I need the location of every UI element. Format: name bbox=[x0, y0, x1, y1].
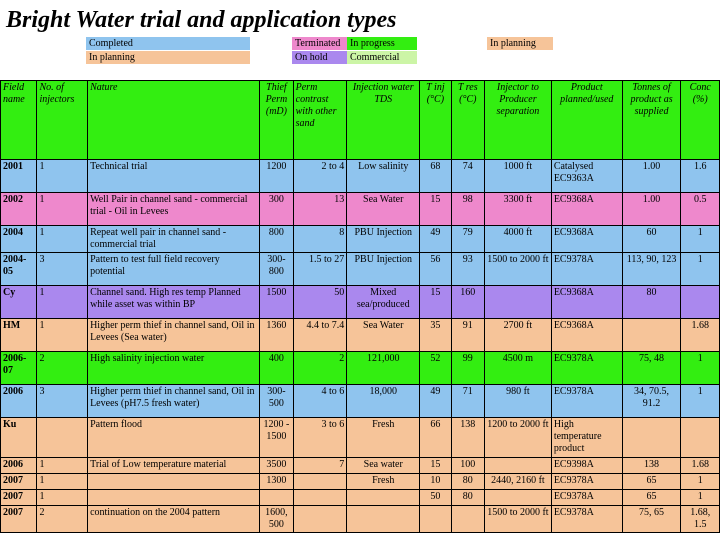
cell-tres: 74 bbox=[451, 160, 484, 193]
cell-perm: 1300 bbox=[260, 474, 293, 490]
cell-contrast: 4.4 to 7.4 bbox=[293, 319, 347, 352]
header-nature: Nature bbox=[88, 81, 260, 160]
header-tinj: T inj (°C) bbox=[420, 81, 451, 160]
cell-inj: 3 bbox=[37, 253, 88, 286]
cell-tinj: 15 bbox=[420, 193, 451, 226]
header-tds: Injection water TDS bbox=[347, 81, 420, 160]
table-row bbox=[1, 319, 720, 352]
cell-perm: 1500 bbox=[260, 286, 293, 319]
cell-product: EC9378A bbox=[551, 490, 622, 506]
cell-sep: 1200 to 2000 ft bbox=[484, 418, 551, 458]
cell-nature: High salinity injection water bbox=[88, 352, 260, 385]
cell-tinj: 10 bbox=[420, 474, 451, 490]
cell-conc: 1.68 bbox=[681, 458, 720, 474]
cell-product: Catalysed EC9363A bbox=[551, 160, 622, 193]
table-row bbox=[1, 474, 720, 490]
cell-inj: 2 bbox=[37, 506, 88, 533]
cell-inj: 1 bbox=[37, 226, 88, 253]
cell-tds: PBU Injection bbox=[347, 226, 420, 253]
cell-sep bbox=[484, 458, 551, 474]
header-tres: T res (°C) bbox=[451, 81, 484, 160]
cell-perm: 300 bbox=[260, 193, 293, 226]
cell-contrast: 2 bbox=[293, 352, 347, 385]
cell-sep: 3300 ft bbox=[484, 193, 551, 226]
header-tonnes: Tonnes of product as supplied bbox=[622, 81, 681, 160]
cell-contrast: 50 bbox=[293, 286, 347, 319]
cell-inj: 1 bbox=[37, 474, 88, 490]
cell-field: 2002 bbox=[1, 193, 37, 226]
cell-nature: Pattern to test full field recovery potential bbox=[88, 253, 260, 286]
header-perm: Thief Perm (mD) bbox=[260, 81, 293, 160]
cell-tinj: 68 bbox=[420, 160, 451, 193]
cell-product: EC9378A bbox=[551, 352, 622, 385]
cell-tinj: 50 bbox=[420, 490, 451, 506]
cell-field: 2007 bbox=[1, 474, 37, 490]
cell-product: EC9368A bbox=[551, 319, 622, 352]
cell-tinj: 49 bbox=[420, 226, 451, 253]
cell-tres: 98 bbox=[451, 193, 484, 226]
table-row bbox=[1, 352, 720, 385]
cell-perm: 1360 bbox=[260, 319, 293, 352]
cell-sep: 2700 ft bbox=[484, 319, 551, 352]
cell-tonnes: 138 bbox=[622, 458, 681, 474]
cell-conc: 1 bbox=[681, 490, 720, 506]
cell-conc: 0.5 bbox=[681, 193, 720, 226]
cell-tres: 93 bbox=[451, 253, 484, 286]
cell-conc: 1 bbox=[681, 253, 720, 286]
cell-sep: 2440, 2160 ft bbox=[484, 474, 551, 490]
cell-contrast: 4 to 6 bbox=[293, 385, 347, 418]
cell-perm: 300-800 bbox=[260, 253, 293, 286]
table-row bbox=[1, 458, 720, 474]
cell-perm: 1200 bbox=[260, 160, 293, 193]
cell-contrast: 7 bbox=[293, 458, 347, 474]
cell-tinj bbox=[420, 506, 451, 533]
cell-tres bbox=[451, 506, 484, 533]
cell-field: 2006-07 bbox=[1, 352, 37, 385]
cell-contrast: 2 to 4 bbox=[293, 160, 347, 193]
cell-nature: Repeat well pair in channel sand - commercial trial bbox=[88, 226, 260, 253]
cell-conc: 1.68 bbox=[681, 319, 720, 352]
table-row bbox=[1, 160, 720, 193]
table-row bbox=[1, 418, 720, 458]
cell-contrast: 13 bbox=[293, 193, 347, 226]
cell-tds: 121,000 bbox=[347, 352, 420, 385]
cell-product: EC9368A bbox=[551, 193, 622, 226]
cell-tinj: 35 bbox=[420, 319, 451, 352]
cell-tonnes: 34, 70.5, 91.2 bbox=[622, 385, 681, 418]
cell-perm bbox=[260, 490, 293, 506]
cell-perm: 400 bbox=[260, 352, 293, 385]
cell-sep: 1500 to 2000 ft bbox=[484, 253, 551, 286]
cell-field: 2007 bbox=[1, 506, 37, 533]
cell-nature: Higher perm thief in channel sand, Oil in Levees (Sea water) bbox=[88, 319, 260, 352]
cell-tres: 138 bbox=[451, 418, 484, 458]
header-conc: Conc (%) bbox=[681, 81, 720, 160]
cell-nature bbox=[88, 474, 260, 490]
legend-on-hold: On hold bbox=[292, 51, 347, 64]
header-field: Field name bbox=[1, 81, 37, 160]
cell-inj: 1 bbox=[37, 458, 88, 474]
cell-product: EC9378A bbox=[551, 474, 622, 490]
cell-contrast bbox=[293, 506, 347, 533]
cell-tonnes: 1.00 bbox=[622, 160, 681, 193]
cell-field: 2004 bbox=[1, 226, 37, 253]
cell-conc: 1 bbox=[681, 474, 720, 490]
cell-inj bbox=[37, 418, 88, 458]
cell-tres: 71 bbox=[451, 385, 484, 418]
cell-sep bbox=[484, 286, 551, 319]
cell-tonnes: 75, 65 bbox=[622, 506, 681, 533]
cell-product: EC9398A bbox=[551, 458, 622, 474]
cell-tres: 91 bbox=[451, 319, 484, 352]
cell-field: 2006 bbox=[1, 385, 37, 418]
trial-table bbox=[0, 80, 720, 533]
cell-nature: Technical trial bbox=[88, 160, 260, 193]
cell-sep: 1000 ft bbox=[484, 160, 551, 193]
cell-inj: 1 bbox=[37, 286, 88, 319]
cell-perm: 3500 bbox=[260, 458, 293, 474]
legend-completed: Completed bbox=[86, 37, 250, 50]
cell-nature: Channel sand. High res temp Planned while asset was within BP bbox=[88, 286, 260, 319]
cell-inj: 1 bbox=[37, 319, 88, 352]
cell-contrast: 1.5 to 27 bbox=[293, 253, 347, 286]
table-row bbox=[1, 506, 720, 533]
cell-nature: Well Pair in channel sand - commercial trial - Oil in Levees bbox=[88, 193, 260, 226]
cell-field: 2004-05 bbox=[1, 253, 37, 286]
cell-tinj: 15 bbox=[420, 458, 451, 474]
cell-conc: 1 bbox=[681, 352, 720, 385]
cell-tonnes bbox=[622, 418, 681, 458]
cell-nature: Trial of Low temperature material bbox=[88, 458, 260, 474]
cell-tds: Fresh bbox=[347, 474, 420, 490]
cell-contrast bbox=[293, 490, 347, 506]
cell-sep: 1500 to 2000 ft bbox=[484, 506, 551, 533]
cell-perm: 300-500 bbox=[260, 385, 293, 418]
cell-tres: 79 bbox=[451, 226, 484, 253]
cell-tonnes: 113, 90, 123 bbox=[622, 253, 681, 286]
cell-tonnes: 1.00 bbox=[622, 193, 681, 226]
cell-conc: 1 bbox=[681, 226, 720, 253]
cell-tonnes bbox=[622, 319, 681, 352]
cell-sep: 980 ft bbox=[484, 385, 551, 418]
cell-tres: 99 bbox=[451, 352, 484, 385]
cell-tds: Sea Water bbox=[347, 319, 420, 352]
table-row bbox=[1, 385, 720, 418]
cell-inj: 3 bbox=[37, 385, 88, 418]
cell-tinj: 66 bbox=[420, 418, 451, 458]
cell-tds: 18,000 bbox=[347, 385, 420, 418]
legend-terminated: Terminated bbox=[292, 37, 347, 50]
cell-field: Ku bbox=[1, 418, 37, 458]
cell-product: EC9368A bbox=[551, 226, 622, 253]
cell-conc: 1.68, 1.5 bbox=[681, 506, 720, 533]
cell-inj: 1 bbox=[37, 490, 88, 506]
cell-inj: 1 bbox=[37, 160, 88, 193]
legend-in-planning: In planning bbox=[86, 51, 250, 64]
cell-tinj: 49 bbox=[420, 385, 451, 418]
cell-nature: Pattern flood bbox=[88, 418, 260, 458]
cell-tds: Sea water bbox=[347, 458, 420, 474]
cell-tds bbox=[347, 506, 420, 533]
cell-contrast: 8 bbox=[293, 226, 347, 253]
cell-field: 2006 bbox=[1, 458, 37, 474]
cell-field: Cy bbox=[1, 286, 37, 319]
cell-conc bbox=[681, 418, 720, 458]
cell-tonnes: 65 bbox=[622, 490, 681, 506]
cell-perm: 800 bbox=[260, 226, 293, 253]
cell-field: 2007 bbox=[1, 490, 37, 506]
cell-product: EC9378A bbox=[551, 506, 622, 533]
cell-tds: Fresh bbox=[347, 418, 420, 458]
cell-tres: 80 bbox=[451, 490, 484, 506]
cell-product: EC9368A bbox=[551, 286, 622, 319]
table-row bbox=[1, 253, 720, 286]
cell-contrast: 3 to 6 bbox=[293, 418, 347, 458]
header-product: Product planned/used bbox=[551, 81, 622, 160]
cell-product: EC9378A bbox=[551, 253, 622, 286]
legend-in-planning-right: In planning bbox=[487, 37, 553, 50]
cell-nature: continuation on the 2004 pattern bbox=[88, 506, 260, 533]
cell-inj: 2 bbox=[37, 352, 88, 385]
page-title: Bright Water trial and application types bbox=[6, 7, 397, 33]
cell-tds bbox=[347, 490, 420, 506]
table-row bbox=[1, 490, 720, 506]
cell-nature: Higher perm thief in channel sand, Oil in Levees (pH7.5 fresh water) bbox=[88, 385, 260, 418]
table-row bbox=[1, 286, 720, 319]
cell-tres: 160 bbox=[451, 286, 484, 319]
cell-tinj: 15 bbox=[420, 286, 451, 319]
cell-sep: 4500 m bbox=[484, 352, 551, 385]
cell-tds: Mixed sea/produced bbox=[347, 286, 420, 319]
cell-tonnes: 75, 48 bbox=[622, 352, 681, 385]
cell-perm: 1200 - 1500 bbox=[260, 418, 293, 458]
cell-contrast bbox=[293, 474, 347, 490]
cell-product: High temperature product bbox=[551, 418, 622, 458]
cell-field: 2001 bbox=[1, 160, 37, 193]
legend-in-progress: In progress bbox=[347, 37, 417, 50]
cell-nature bbox=[88, 490, 260, 506]
cell-tres: 80 bbox=[451, 474, 484, 490]
cell-tds: PBU Injection bbox=[347, 253, 420, 286]
cell-tonnes: 65 bbox=[622, 474, 681, 490]
cell-tonnes: 80 bbox=[622, 286, 681, 319]
cell-tinj: 56 bbox=[420, 253, 451, 286]
cell-inj: 1 bbox=[37, 193, 88, 226]
header-separation: Injector to Producer separation bbox=[484, 81, 551, 160]
cell-tres: 100 bbox=[451, 458, 484, 474]
header-contrast: Perm contrast with other sand bbox=[293, 81, 347, 160]
cell-tonnes: 60 bbox=[622, 226, 681, 253]
cell-conc: 1 bbox=[681, 385, 720, 418]
cell-field: HM bbox=[1, 319, 37, 352]
cell-tinj: 52 bbox=[420, 352, 451, 385]
cell-perm: 1600, 500 bbox=[260, 506, 293, 533]
cell-sep: 4000 ft bbox=[484, 226, 551, 253]
cell-tds: Sea Water bbox=[347, 193, 420, 226]
table-row bbox=[1, 226, 720, 253]
cell-conc: 1.6 bbox=[681, 160, 720, 193]
header-injectors: No. of injectors bbox=[37, 81, 88, 160]
legend-commercial: Commercial bbox=[347, 51, 417, 64]
cell-tds: Low salinity bbox=[347, 160, 420, 193]
table-row bbox=[1, 193, 720, 226]
cell-sep bbox=[484, 490, 551, 506]
cell-product: EC9378A bbox=[551, 385, 622, 418]
cell-conc bbox=[681, 286, 720, 319]
header-row bbox=[1, 81, 720, 160]
